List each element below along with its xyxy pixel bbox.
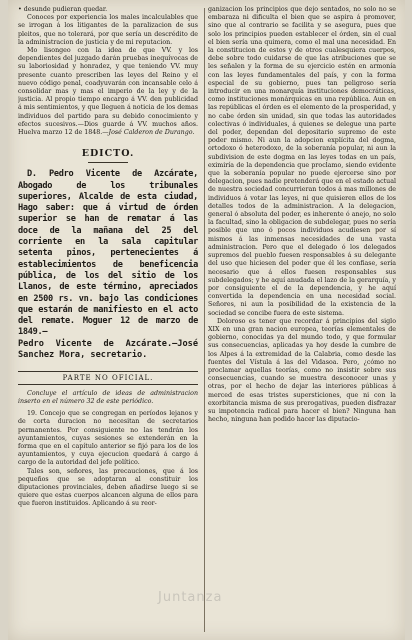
paragraph: Tales son, señores, las precauciones, que á los pequeños que se adoptaran al constituir los diputaciones provinciales, deben añadirse luego si se quiere que estas cuerpos alcancen alguna de ellos para que fueron instituidos. Aplicando á su reor-	[18, 467, 198, 508]
paragraph: 19. Concejo que se congregan en períodos lejanos y de corta duracion no necesitan de secretarios permanentes. Por consiguiente no las tendrán los ayuntamientos, cuyas sesiones se extenderán en la forma que en el capítulo anterior se fijó para los de los ayuntamientos, y cuya ejecucion quedará á cargo á cargo de la autoridad del jefe político.	[18, 410, 198, 467]
right-column	[208, 6, 396, 634]
left-column	[18, 6, 198, 634]
section-intro: Concluye el artículo de ideas de administracion inserto en el número 32 de este periódico.	[18, 389, 198, 405]
edict-body: D. Pedro Vicente de Azcárate, Abogado de los tribunales superiores, Alcalde de esta ciudad, Hago saber: que á virtud de órden superior se han de rematar á las doce de la mañana del 25 del corriente en la sala capitular setenta pinos, pertenecientes á establecimientos de beneficencia pública, de los del sitio de los Llanos, de este término, apreciados en 2500 rs. vn. bajo las condiciones que estarán de manifiesto en el acto del remate. Moguer 12 de marzo de 1849.—	[18, 169, 198, 338]
edict-signature: Pedro Vicente de Azcárate.—José Sanchez Mora, secretario.	[18, 338, 198, 360]
paragraph: Doloroso es tener que recordar á principios del siglo XIX en una gran nacion europea, teorías elementales de gobierno, conocidas ya del mundo todo, y que formular sus consecuencias, aplicadas ya hoy desde la cumbre de los Alpes á la extremidad de la Calabria, como desde las fuentes del Vístula á las del Vidasoa. Pero, ¿cómo no proclamar aquellas teorías, como no insistir sobre sus consecuencias, cuando se muestra desconocer unas y otras, por el hecho de dejar las interiores públicas á merced de esas tristes supersticiones, que ni con la exorbitancia misma de sus prerogativas, pueden disfrazar su impotencia radical para hacer el bien? Ninguna han hecho, ninguna han podido hacer las diputacio-	[208, 317, 396, 424]
paragraph-text: Mo lisongeo con la idea de que VV. y los dependientes del juzgado darán pruebas inequívocas de su laboriosidad y honradez, y que teniendo VV. muy presente cuanto prescriben las leyes del Reino y el nuevo código penal, coadyuvarán con incansable celo á consolidar mas y mas el imperio de la ley y de la justicia. Al propio tiempo encargo á VV. den publicidad á mis sentimientos, y que lleguen á noticia de los demas individuos del partido para su debido conocimiento y efectos sucesivos.—Dios guarde á VV. muchos años. Huelva marzo 12 de 1848.—	[18, 47, 198, 137]
section-heading: PARTE NO OFICIAL.	[18, 371, 198, 385]
paragraph: Conoces por experiencia los males incalculables que se irrogan á los litigantes de la paralizacion de sus pleitos, que no tolerará, por que sería un descrédito de la administracion de justicia y de mi reputacion.	[18, 14, 198, 46]
watermark: Juntanza	[158, 590, 223, 605]
paragraph: ganizacion los principios que dejo sentados, no solo no se embaraza ni dificulta el bien que se aspira á promover, sino que al contrario se facilita y se asegura, pues que solo los principios pueden establecer el órden, sin el cual el bien sería una quimera, como el mal una necesidad. En la constitucion de estos y de otros cualesquiera cuerpos, debe sobre todo cuidarse de que las atribuciones que se les señalen y la forma de su ejercicio estén en armonía con las leyes fundamentales del país, y con la forma especial de su gobierno, pues tan peligroso sería introducir en una monarquía instituciones democráticas, como instituciones monárquicas en una república. Aun en las repúblicas el órden es el elemento de la prosperidad, y no cabe órden sin unidad, sin que todas las autoridades colectivas ó individuales, á quienes se delegue una parte del poder, dependan del depositario supremo de este poder mismo. Ni aun la adopcion explícita del dogma, ortodoxo ó heterodoxo, de la soberanía popular, ni aun la subdivision de este dogma en las leyes todas en un país, eximiría de la dependencia que proclamo, siendo evidente que la soberanía popular no puede ejercerse sino por delegacion, pues nadie pretenderá que en el estado actual de nuestra sociedad concurrieran todos á mas millones de individuos á votar las leyes, ni que quisieren ellos de los detalles todos de la administracion. A la delegacion, general ó absoluta del poder, es inherente ó anejo, no solo la facultad, sino la obligacion de subdelegar, pues no sería posible que uno ó pocos individuos acudiesen por sí mismos á las inmensas necesidades de una vasta administracion. Pero que el delegado ó los delegados supremos del pueblo fuesen responsables á su delegante del uso que hiciesen del poder que él les confiase, sería necesario que á ellos fuesen responsables sus subdelegados; y he aquí anudada el lazo de la gerarquía, y por consiguiente el de la dependencia, y he aquí convertida la dependencia en una necesidad social. Señores, ni aun la posibilidad de la existencia de la sociedad se concibe fuera de este sistema.	[208, 6, 396, 317]
edict-heading: EDICTO.	[18, 148, 198, 163]
paragraph: • desunde pudieran quedar.	[18, 6, 108, 13]
column-divider	[204, 8, 205, 632]
signature: José Calderon de Durango.	[108, 129, 195, 137]
paragraph	[18, 47, 198, 137]
newspaper-page	[8, 0, 405, 640]
